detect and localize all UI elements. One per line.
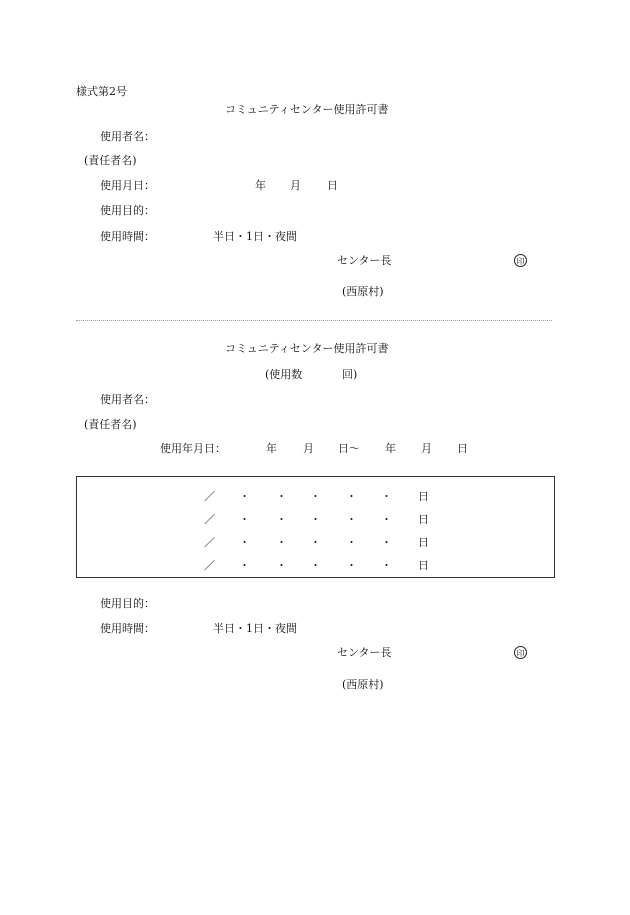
usage-time-label: 使用時間：: [100, 230, 155, 243]
usage-purpose-label-2: 使用目的：: [100, 597, 155, 610]
day-separator: ・: [346, 513, 357, 526]
village-name: (西原村): [342, 285, 384, 298]
usage-time-options: 半日・1日・夜間: [213, 230, 297, 243]
day-separator: ・: [276, 490, 287, 503]
day-separator: ・: [276, 513, 287, 526]
day-unit: 日: [418, 536, 429, 549]
cut-line-divider: [76, 320, 552, 321]
day-separator: ・: [239, 513, 250, 526]
to-month-unit: 月: [421, 442, 432, 455]
to-year-unit: 年: [385, 442, 396, 455]
day-separator: ・: [381, 490, 392, 503]
day-separator: ・: [239, 536, 250, 549]
user-name-label: 使用者名：: [100, 130, 155, 143]
day-separator: ・: [276, 536, 287, 549]
day-separator: ・: [381, 513, 392, 526]
form-number: 様式第2号: [76, 85, 127, 98]
seal-icon: 印: [514, 646, 527, 659]
date-year-unit: 年: [255, 179, 266, 192]
permit-title: コミュニティセンター使用許可書: [225, 103, 389, 116]
day-separator: ・: [310, 490, 321, 503]
usage-count-unit: 回): [342, 368, 358, 381]
day-separator: ・: [381, 559, 392, 572]
from-day-unit: 日〜: [338, 442, 360, 455]
day-separator: ・: [346, 490, 357, 503]
from-year-unit: 年: [266, 442, 277, 455]
seal-icon: 印: [514, 254, 527, 267]
day-separator: ・: [239, 490, 250, 503]
day-unit: 日: [418, 559, 429, 572]
usage-time-options-2: 半日・1日・夜間: [213, 622, 297, 635]
day-separator: ・: [276, 559, 287, 572]
center-head-label-2: センター長: [337, 646, 392, 659]
usage-period-label: 使用年月日：: [160, 442, 226, 455]
day-separator: ・: [310, 559, 321, 572]
date-slash: ／: [204, 513, 215, 526]
date-month-unit: 月: [290, 179, 301, 192]
day-unit: 日: [418, 513, 429, 526]
center-head-label: センター長: [337, 254, 392, 267]
user-name-label-2: 使用者名：: [100, 393, 155, 406]
day-unit: 日: [418, 490, 429, 503]
to-day-unit: 日: [457, 442, 468, 455]
date-slash: ／: [204, 536, 215, 549]
day-separator: ・: [239, 559, 250, 572]
responsible-name-label-2: (責任者名): [84, 418, 137, 431]
day-separator: ・: [310, 513, 321, 526]
date-day-unit: 日: [327, 179, 338, 192]
responsible-name-label: (責任者名): [84, 154, 137, 167]
day-separator: ・: [346, 536, 357, 549]
date-slash: ／: [204, 559, 215, 572]
day-separator: ・: [310, 536, 321, 549]
usage-count-label: (使用数: [265, 368, 303, 381]
from-month-unit: 月: [303, 442, 314, 455]
date-slash: ／: [204, 490, 215, 503]
usage-time-label-2: 使用時間：: [100, 622, 155, 635]
day-separator: ・: [346, 559, 357, 572]
permit-title-2: コミュニティセンター使用許可書: [225, 342, 389, 355]
village-name-2: (西原村): [342, 678, 384, 691]
day-separator: ・: [381, 536, 392, 549]
usage-date-label: 使用月日：: [100, 179, 155, 192]
usage-purpose-label: 使用目的：: [100, 204, 155, 217]
